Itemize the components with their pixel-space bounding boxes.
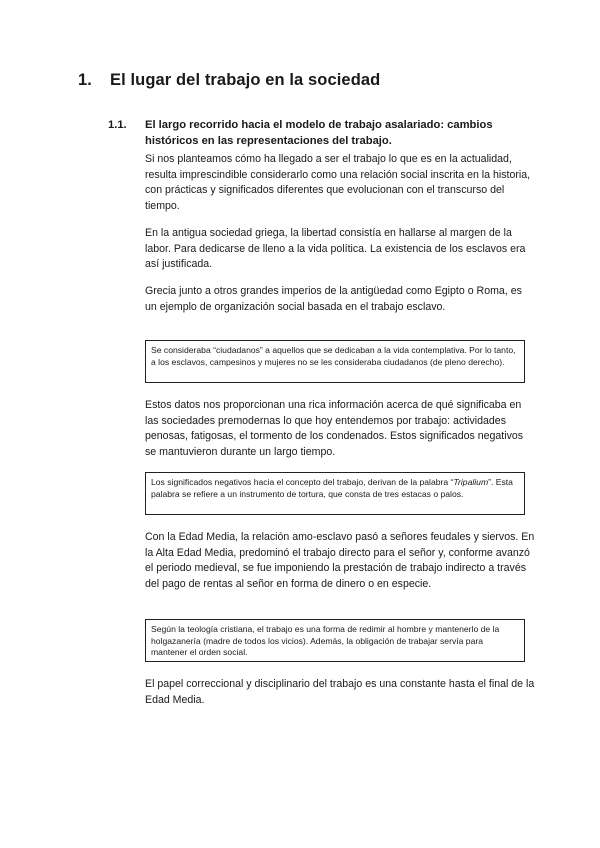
subsection-number: 1.1. [108, 119, 127, 131]
section-number: 1. [78, 71, 92, 89]
paragraph-middle-ages: Con la Edad Media, la relación amo-esclavo pasó a señores feudales y siervos. En la Alta Edad Media, predominó el trabajo directo para el señor y, conforme avanzó el periodo medieval, se fue imponiendo la prestación de trabajo indirecto a través del pago de rentas al señor en forma de dinero o en especie. [145, 531, 535, 590]
tripalium-text-before: Los significados negativos hacia el concepto del trabajo, derivan de la palabra “ [151, 477, 454, 487]
note-box-ciudadanos: Se consideraba “ciudadanos” a aquellos que se dedicaban a la vida contemplativa. Por lo tanto, a los esclavos, campesinos y mujeres no se les consideraba ciudadanos (de pleno derecho). [145, 340, 525, 383]
note-box-tripalium [145, 472, 525, 515]
note-box-teologia: Según la teología cristiana, el trabajo es una forma de redimir al hombre y mantenerlo de la holgazanería (madre de todos los vicios). Además, la obligación de trabajar servía para mantener el orden social. [145, 619, 525, 662]
paragraph-empires: Grecia junto a otros grandes imperios de la antigüedad como Egipto o Roma, es un ejemplo de organización social basada en el trabajo esclavo. [145, 285, 522, 313]
section-title: El lugar del trabajo en la sociedad [110, 71, 381, 89]
section-heading [78, 71, 380, 90]
paragraph-premodern: Estos datos nos proporcionan una rica información acerca de qué significaba en las sociedades premodernas lo que hoy entendemos por trabajo: actividades penosas, fatigosas, el tormento de los condenados. Estos significados negativos se mantuvieron durante un largo tiempo. [145, 399, 524, 458]
subsection-title: El largo recorrido hacia el modelo de trabajo asalariado: cambios históricos en las representaciones del trabajo. [145, 119, 493, 147]
tripalium-word: Tripalium [453, 477, 489, 487]
paragraph-greece: En la antigua sociedad griega, la libertad consistía en hallarse al margen de la labor. Para dedicarse de lleno a la vida política. La existencia de los esclavos era así justificada. [145, 227, 526, 271]
tripalium-text-after: ”. Esta palabra se refiere a un instrumento de tortura, que consta de tres estacas o palos. [151, 477, 513, 499]
paragraph-history: Si nos planteamos cómo ha llegado a ser el trabajo lo que es en la actualidad, resulta imprescindible considerarlo como una relación social inscrita en la historia, con prácticas y significados diferentes que evolucionan con el transcurso del tiempo. [145, 153, 531, 212]
subsection-heading [108, 117, 538, 149]
paragraph-correctional: El papel correccional y disciplinario del trabajo es una constante hasta el final de la Edad Media. [145, 678, 535, 706]
